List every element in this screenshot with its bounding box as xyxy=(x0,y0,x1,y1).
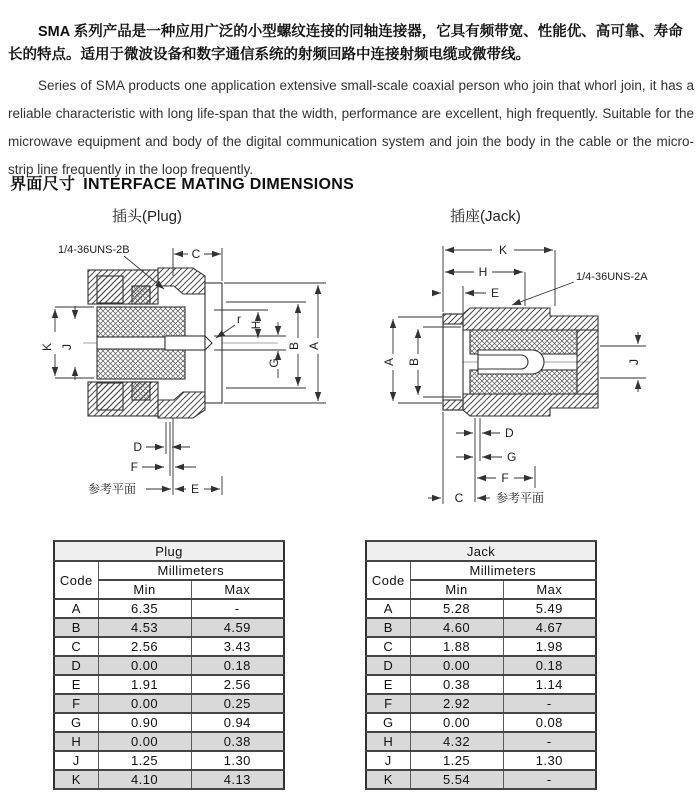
code-cell: C xyxy=(366,637,410,656)
code-column-header: Code xyxy=(366,561,410,599)
table-row xyxy=(366,732,596,751)
unit-column-header: Millimeters xyxy=(410,561,596,580)
dim-label-d: D xyxy=(133,440,142,454)
section-heading-zh: 界面尺寸 xyxy=(10,176,76,193)
min-cell: 5.28 xyxy=(410,599,503,618)
dim-label-e: E xyxy=(491,286,500,300)
min-cell: 4.10 xyxy=(98,770,191,789)
dim-label-a: A xyxy=(382,357,396,367)
dim-label-j: J xyxy=(627,359,641,365)
table-row xyxy=(366,751,596,770)
max-cell: 0.18 xyxy=(503,656,596,675)
dim-label-r: r xyxy=(237,312,241,326)
dim-label-d: D xyxy=(505,426,514,440)
code-cell: K xyxy=(54,770,98,789)
table-row xyxy=(366,637,596,656)
min-cell: 0.00 xyxy=(410,713,503,732)
table-row xyxy=(54,713,284,732)
min-cell: 1.25 xyxy=(410,751,503,770)
dim-label-b: B xyxy=(407,357,421,367)
max-cell: 1.98 xyxy=(503,637,596,656)
min-cell: 6.35 xyxy=(98,599,191,618)
max-cell: 0.25 xyxy=(191,694,284,713)
min-cell: 1.91 xyxy=(98,675,191,694)
table-row xyxy=(366,694,596,713)
jack-diagram xyxy=(362,236,697,521)
max-cell: 0.94 xyxy=(191,713,284,732)
code-cell: D xyxy=(54,656,98,675)
dim-label-h: H xyxy=(249,320,263,330)
min-cell: 4.32 xyxy=(410,732,503,751)
code-cell: J xyxy=(366,751,410,770)
table-row xyxy=(54,675,284,694)
dim-label-k: K xyxy=(40,342,54,352)
dim-label-k: K xyxy=(498,243,508,257)
min-cell: 0.00 xyxy=(98,694,191,713)
dim-label-c: C xyxy=(454,491,464,505)
dim-label-b: B xyxy=(287,341,301,351)
min-cell: 1.25 xyxy=(98,751,191,770)
plug-diagram xyxy=(28,236,333,521)
table-row xyxy=(54,694,284,713)
min-cell: 0.00 xyxy=(98,732,191,751)
table-row xyxy=(54,751,284,770)
min-cell: 4.60 xyxy=(410,618,503,637)
min-cell: 0.00 xyxy=(98,656,191,675)
max-cell: 5.49 xyxy=(503,599,596,618)
min-cell: 4.53 xyxy=(98,618,191,637)
table-row xyxy=(366,656,596,675)
min-cell: 0.38 xyxy=(410,675,503,694)
max-cell: - xyxy=(503,770,596,789)
code-cell: F xyxy=(366,694,410,713)
unit-column-header: Millimeters xyxy=(98,561,284,580)
max-cell: 4.59 xyxy=(191,618,284,637)
dim-label-g: G xyxy=(267,358,281,368)
table-row xyxy=(54,637,284,656)
code-cell: B xyxy=(54,618,98,637)
code-column-header: Code xyxy=(54,561,98,599)
min-cell: 2.56 xyxy=(98,637,191,656)
plug-dimensions-table xyxy=(53,540,285,790)
max-column-header: Max xyxy=(191,580,284,599)
max-cell: 3.43 xyxy=(191,637,284,656)
max-column-header: Max xyxy=(503,580,596,599)
max-cell: 1.30 xyxy=(191,751,284,770)
dim-label-e: E xyxy=(190,482,200,496)
max-cell: 0.38 xyxy=(191,732,284,751)
table-title: Jack xyxy=(366,541,596,561)
plug-body-cross-section xyxy=(88,268,222,418)
code-cell: G xyxy=(54,713,98,732)
max-cell: - xyxy=(503,694,596,713)
min-cell: 5.54 xyxy=(410,770,503,789)
code-cell: K xyxy=(366,770,410,789)
dim-label-f: F xyxy=(130,460,138,474)
dim-label-h: H xyxy=(478,265,488,279)
max-cell: 4.13 xyxy=(191,770,284,789)
min-column-header: Min xyxy=(410,580,503,599)
code-cell: H xyxy=(54,732,98,751)
dim-label-c: C xyxy=(191,247,201,261)
intro-paragraph-en: Series of SMA products one application extensive small-scale coaxial person who join that whorl join, it has a reliable characteristic with long life-span that the width, performance are excellent, high frequently. Suitable for the microwave equipment and body of the digital communication system and join the body in the cable or the micro-strip line frequently in the loop frequently. xyxy=(8,77,694,177)
jack-thread-label: 1/4-36UNS-2A xyxy=(576,271,648,283)
code-cell: A xyxy=(54,599,98,618)
table-row xyxy=(54,732,284,751)
max-cell: - xyxy=(503,732,596,751)
section-heading-en: INTERFACE MATING DIMENSIONS xyxy=(83,176,355,193)
table-row xyxy=(366,713,596,732)
code-cell: B xyxy=(366,618,410,637)
table-row xyxy=(366,599,596,618)
table-row xyxy=(54,599,284,618)
max-cell: 1.30 xyxy=(503,751,596,770)
max-cell: 4.67 xyxy=(503,618,596,637)
table-row xyxy=(366,618,596,637)
min-column-header: Min xyxy=(98,580,191,599)
min-cell: 0.00 xyxy=(410,656,503,675)
plug-figure-title: 插头(Plug) xyxy=(112,208,183,225)
jack-reference-plane-label: 参考平面 xyxy=(496,491,545,505)
code-cell: D xyxy=(366,656,410,675)
table-row xyxy=(54,656,284,675)
code-cell: G xyxy=(366,713,410,732)
table-row xyxy=(54,618,284,637)
code-cell: H xyxy=(366,732,410,751)
max-cell: 2.56 xyxy=(191,675,284,694)
max-cell: - xyxy=(191,599,284,618)
table-row xyxy=(366,770,596,789)
table-title: Plug xyxy=(54,541,284,561)
min-cell: 0.90 xyxy=(98,713,191,732)
code-cell: E xyxy=(366,675,410,694)
intro-paragraph-zh: SMA 系列产品是一种应用广泛的小型螺纹连接的同轴连接器，它具有频带宽、性能优、高可靠、寿命长的特点。适用于微波设备和数字通信系统的射频回路中连接射频电缆或微带线。 xyxy=(8,23,683,63)
table-row xyxy=(366,675,596,694)
plug-thread-label: 1/4-36UNS-2B xyxy=(58,244,130,256)
max-cell: 1.14 xyxy=(503,675,596,694)
dim-label-a: A xyxy=(307,341,321,351)
code-cell: F xyxy=(54,694,98,713)
max-cell: 0.08 xyxy=(503,713,596,732)
code-cell: A xyxy=(366,599,410,618)
section-heading xyxy=(10,171,354,194)
code-cell: C xyxy=(54,637,98,656)
code-cell: E xyxy=(54,675,98,694)
min-cell: 2.92 xyxy=(410,694,503,713)
dim-label-g: G xyxy=(507,450,517,464)
plug-reference-plane-label: 参考平面 xyxy=(88,482,137,496)
jack-figure-title: 插座(Jack) xyxy=(450,208,521,225)
jack-dimensions-table xyxy=(365,540,597,790)
code-cell: J xyxy=(54,751,98,770)
max-cell: 0.18 xyxy=(191,656,284,675)
dim-label-j: J xyxy=(60,344,74,350)
table-row xyxy=(54,770,284,789)
dim-label-f: F xyxy=(501,471,509,485)
min-cell: 1.88 xyxy=(410,637,503,656)
